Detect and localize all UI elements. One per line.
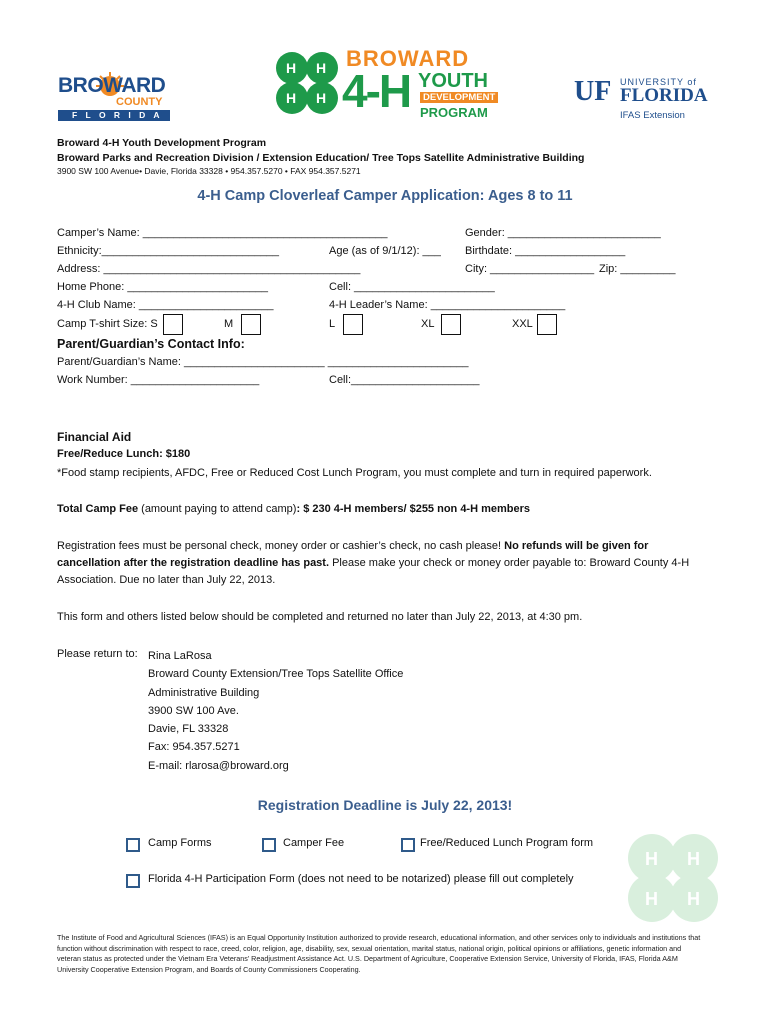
svg-text:H: H [645, 889, 658, 909]
broward-county-logo [58, 72, 170, 122]
campers-name-field[interactable]: Camper’s Name: ________________________________________ [57, 227, 388, 239]
free-lunch-label: Free/Reduce Lunch [57, 448, 160, 460]
club-name-field[interactable]: 4-H Club Name: ______________________ [57, 299, 274, 311]
total-camp-fee-amount: : $ 230 4-H members/ $255 non 4-H members [296, 503, 531, 515]
address-field[interactable]: Address: __________________________________________ [57, 263, 361, 275]
shirt-size-m-box[interactable] [241, 314, 261, 335]
return-office: Broward County Extension/Tree Tops Satellite Office [148, 668, 404, 681]
clover-icon [268, 46, 348, 122]
svg-text:H: H [286, 60, 297, 76]
broward-county-logo-florida: F L O R I D A [72, 110, 163, 120]
return-street: 3900 SW 100 Ave. [148, 704, 239, 717]
svg-text:H: H [687, 849, 700, 869]
registration-payment-text: Registration fees must be personal check, money order or cashier’s check, no cash please! [57, 540, 505, 552]
shirt-size-xl-box[interactable] [441, 314, 461, 335]
return-email: E-mail: rlarosa@broward.org [148, 759, 289, 772]
division-line: Broward Parks and Recreation Division / Extension Education/ Tree Tops Satellite Administrative Building [57, 152, 585, 164]
city-field[interactable]: City: _________________ [465, 263, 595, 275]
form-return-note: This form and others listed below should be completed and returned no later than July 22, 2013, at 4:30 pm. [57, 611, 583, 623]
shirt-size-label: Camp T-shirt Size: S [57, 318, 158, 330]
return-address [148, 647, 403, 775]
svg-text:H: H [316, 90, 327, 106]
broward-county-logo-text: BROWARD [58, 74, 166, 97]
uf-logo-university: UNIVERSITY of [620, 77, 697, 87]
parent-cell-field[interactable]: Cell:_____________________ [329, 374, 480, 386]
birthdate-field[interactable]: Birthdate: __________________ [465, 245, 626, 257]
svg-text:H: H [687, 889, 700, 909]
free-lunch-line [57, 448, 190, 460]
age-field[interactable]: Age (as of 9/1/12): ___ [329, 245, 441, 257]
lunch-program-label: Free/Reduced Lunch Program form [420, 837, 594, 849]
home-phone-field[interactable]: Home Phone: _______________________ [57, 281, 269, 293]
camper-fee-checkbox[interactable] [262, 838, 276, 852]
ifas-disclaimer: The Institute of Food and Agricultural Sciences (IFAS) is an Equal Opportunity Institution authorized to provide research, educational information, and other services only to individuals and institutions that function without discrimination with respect to race, creed, color, religion, age, disability, sex, sexual orientation, marital status, national origin, political opinions or affiliations, genetic information and veteran status as protected under the Vietnam Era Veterans’ Readjustment Assistance Act. U.S. Department of Agriculture, Cooperative Extension Service, University of Florida, IFAS, Florida A&M University Cooperative Extension Program, and Boards of County Commissioners Cooperating. [57, 933, 701, 974]
broward-county-logo-county: COUNTY [116, 96, 163, 108]
shirt-size-l-label: L [329, 318, 336, 330]
shirt-size-xxl-label: XXL [512, 318, 533, 330]
address-line: 3900 SW 100 Avenue• Davie, Florida 33328 • 954.357.5270 • FAX 954.357.5271 [57, 166, 361, 176]
shirt-size-s-box[interactable] [163, 314, 183, 335]
leader-name-field[interactable]: 4-H Leader’s Name: ______________________ [329, 299, 566, 311]
shirt-size-m-label: M [224, 318, 234, 330]
participation-form-label: Florida 4-H Participation Form (does not need to be notarized) please fill out completely [148, 873, 574, 885]
participation-form-checkbox[interactable] [126, 874, 140, 888]
uf-logo-ifas: IFAS Extension [620, 110, 685, 121]
shirt-size-xxl-box[interactable] [537, 314, 557, 335]
svg-text:H: H [645, 849, 658, 869]
uf-ifas-logo [574, 76, 724, 124]
shirt-size-l-box[interactable] [343, 314, 363, 335]
return-fax: Fax: 954.357.5271 [148, 741, 240, 754]
camp-forms-label: Camp Forms [148, 837, 212, 849]
broward-4h-logo-broward: BROWARD [346, 46, 470, 71]
free-lunch-price: : $180 [159, 448, 191, 460]
clover-watermark-icon [618, 824, 728, 928]
broward-4h-logo-program: PROGRAM [420, 105, 488, 120]
lunch-program-checkbox[interactable] [401, 838, 415, 852]
svg-text:H: H [316, 60, 327, 76]
page-title: 4-H Camp Cloverleaf Camper Application: Ages 8 to 11 [197, 188, 573, 204]
total-camp-fee-label: Total Camp Fee [57, 503, 139, 515]
return-building: Administrative Building [148, 686, 260, 699]
no-refunds-text: No refunds will be given for cancellation after the registration deadline has past. [57, 540, 649, 569]
svg-text:H: H [286, 90, 297, 106]
program-name: Broward 4-H Youth Development Program [57, 137, 267, 149]
ethnicity-field[interactable]: Ethnicity:_____________________________ [57, 245, 280, 257]
broward-4h-logo [268, 46, 498, 122]
camper-fee-label: Camper Fee [283, 837, 345, 849]
parent-name-field[interactable]: Parent/Guardian’s Name: _______________________ _______________________ [57, 356, 469, 368]
uf-logo-florida: FLORIDA [620, 85, 708, 106]
registration-paragraph [57, 538, 697, 589]
financial-aid-heading: Financial Aid [57, 430, 132, 444]
shirt-size-xl-label: XL [421, 318, 435, 330]
registration-deadline: Registration Deadline is July 22, 2013! [257, 797, 513, 813]
zip-field[interactable]: Zip: _________ [599, 263, 676, 275]
return-name: Rina LaRosa [148, 650, 212, 662]
cell-field[interactable]: Cell: _______________________ [329, 281, 495, 293]
parent-heading: Parent/Guardian’s Contact Info: [57, 337, 245, 351]
return-city: Davie, FL 33328 [148, 723, 229, 736]
payable-text: Please make your check or money order payable to: Broward County 4-H Association. Due no later than July 22, 2013. [57, 557, 690, 586]
broward-4h-logo-youth: YOUTH [418, 70, 488, 92]
uf-logo-mark: UF [574, 76, 612, 107]
total-camp-fee-paren: (amount paying to attend camp) [138, 503, 297, 515]
broward-4h-logo-development: DEVELOPMENT [420, 92, 498, 103]
return-label: Please return to: [57, 648, 138, 660]
gender-field[interactable]: Gender: _________________________ [465, 227, 661, 239]
total-camp-fee [57, 503, 530, 515]
broward-4h-logo-4h: 4-H [342, 65, 411, 117]
camp-forms-checkbox[interactable] [126, 838, 140, 852]
work-number-field[interactable]: Work Number: _____________________ [57, 374, 260, 386]
food-stamp-note: *Food stamp recipients, AFDC, Free or Reduced Cost Lunch Program, you must complete and turn in required paperwork. [57, 467, 652, 479]
